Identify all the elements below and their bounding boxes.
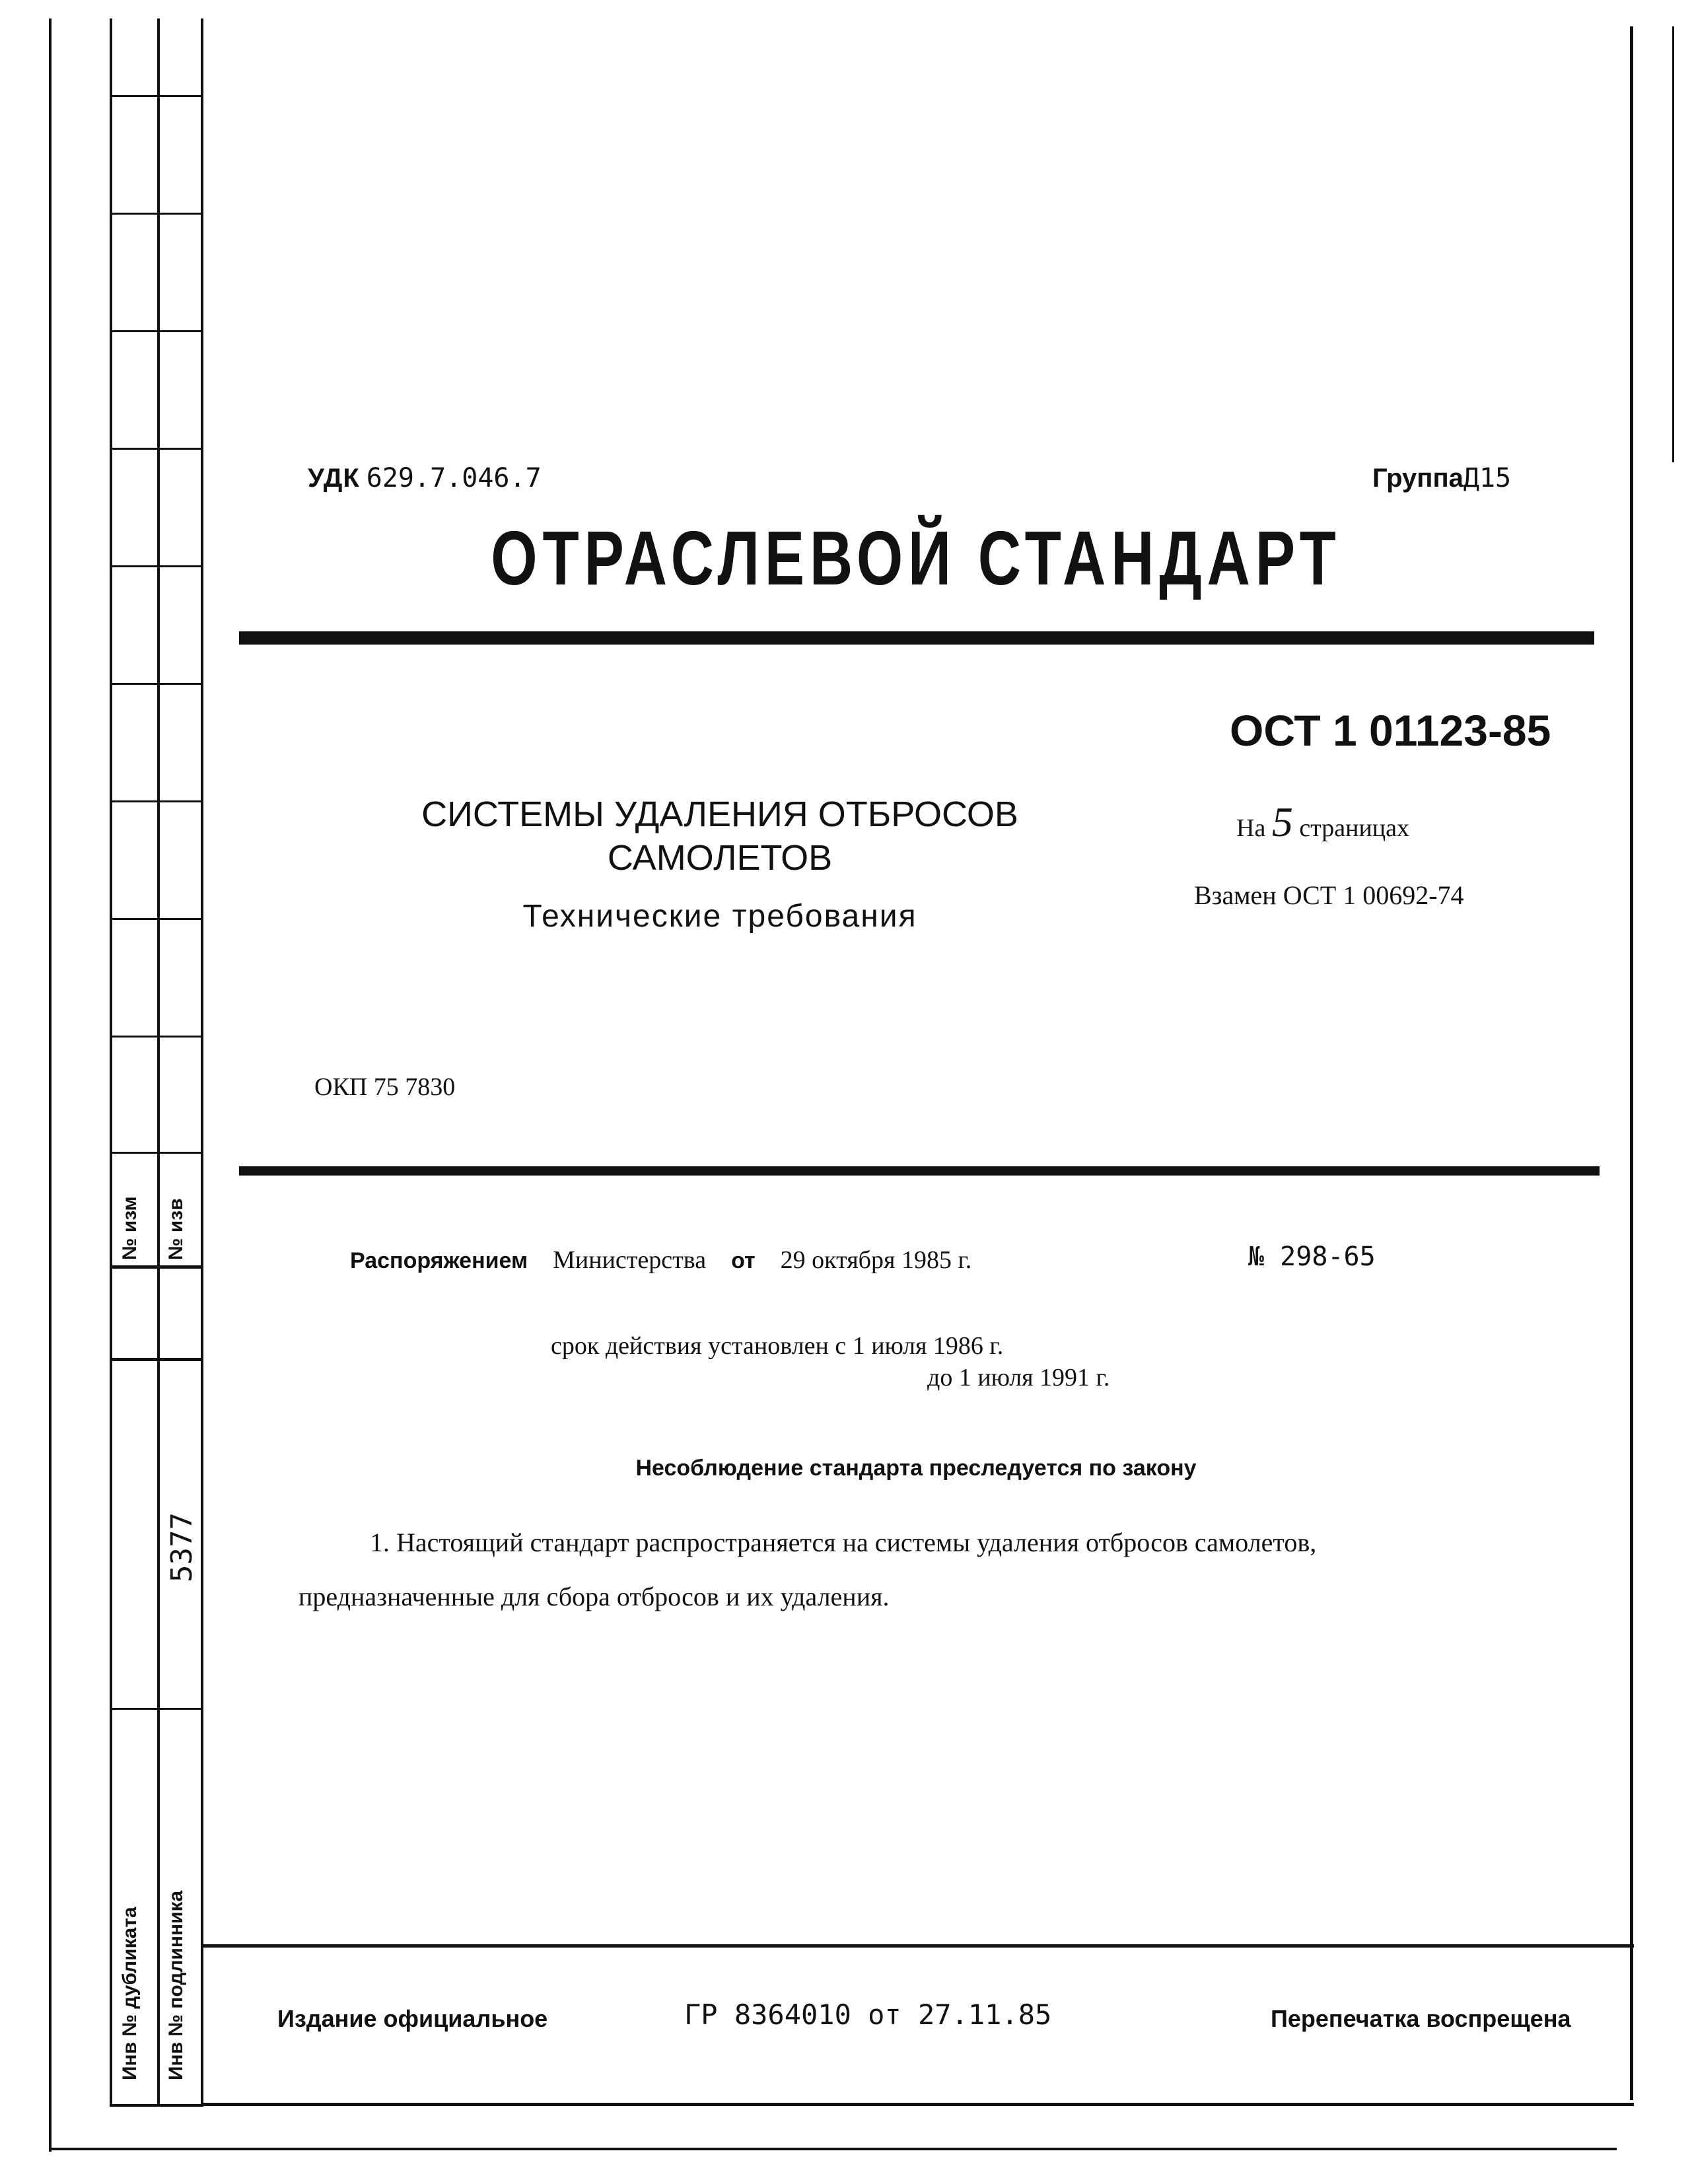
strip-inv-podl-number: 5377 [165,1512,199,1582]
strip-row-line [110,213,203,215]
page-right-border [1630,26,1633,2100]
footer-rule [201,1944,1634,1948]
page-title: ОТРАСЛЕВОЙ СТАНДАРТ [491,515,1341,601]
pages-prefix: На [1236,814,1266,842]
strip-izm-label: № изм [119,1196,141,1260]
document-title-line1: СИСТЕМЫ УДАЛЕНИЯ ОТБРОСОВ [421,794,1018,834]
udk-value: 629.7.046.7 [366,463,542,493]
strip-row-line [110,683,203,685]
document-title-line2: САМОЛЕТОВ [607,838,833,878]
page-left-border [49,18,52,2152]
order-date: 29 октября 1985 г. [780,1246,972,1274]
pages-count: 5 [1271,798,1293,845]
strip-row-line [110,1708,203,1710]
footer-reprint-notice: Перепечатка воспрещена [1271,2005,1571,2032]
group-value: Д15 [1463,463,1512,493]
order-ministry: Министерства [553,1246,707,1274]
strip-row-line [110,95,203,97]
strip-row-line [110,565,203,567]
replaces-standard: Взамен ОСТ 1 00692-74 [1194,880,1464,910]
strip-section-start [110,1358,203,1361]
strip-row-line [110,330,203,332]
strip-section-end [110,1265,203,1269]
paragraph-1-line-2: предназначенные для сбора отбросов и их удаления. [299,1582,890,1611]
standard-code: ОСТ 1 01123-85 [1230,706,1551,755]
pages-suffix: страницах [1299,814,1409,842]
strip-izv-label: № изв [165,1198,187,1260]
strip-bottom-line [110,2104,203,2107]
footer-registration: ГР 8364010 от 27.11.85 [684,1998,1052,2031]
group-line [1372,462,1511,493]
strip-inv-podl-label: Инв № подлинника [165,1890,187,2080]
strip-row-line [110,448,203,450]
title-rule [239,631,1594,645]
pages-line [1236,798,1409,847]
footer-official-edition: Издание официальное [277,2005,548,2032]
order-line [350,1246,971,1275]
order-number: № 298-65 [1248,1242,1376,1272]
okp-code: ОКП 75 7830 [314,1073,456,1101]
group-label: Группа [1372,464,1463,493]
udk-line [308,462,542,493]
validity-start: срок действия установлен с 1 июля 1986 г. [551,1332,1004,1360]
section-rule [239,1166,1600,1176]
document-subtitle: Технические требования [522,899,917,934]
paragraph-1-line-1: 1. Настоящий стандарт распространяется на системы удаления отбросов самолетов, [370,1528,1317,1557]
order-from: от [731,1248,756,1273]
udk-label: УДК [308,464,360,493]
strip-row-line [110,918,203,920]
document-title [357,793,1083,880]
strip-row-line [110,1152,203,1154]
validity-end: до 1 июля 1991 г. [927,1364,1110,1391]
page-bottom-border [49,2148,1617,2150]
order-label: Распоряжением [350,1248,528,1273]
strip-row-line [110,800,203,802]
legal-notice: Несоблюдение стандарта преследуется по закону [635,1456,1197,1481]
strip-row-line [110,1036,203,1038]
footer-bottom-rule [201,2103,1634,2106]
page-right-edge-mark [1672,26,1674,462]
strip-inv-dubl-label: Инв № дубликата [119,1907,141,2080]
